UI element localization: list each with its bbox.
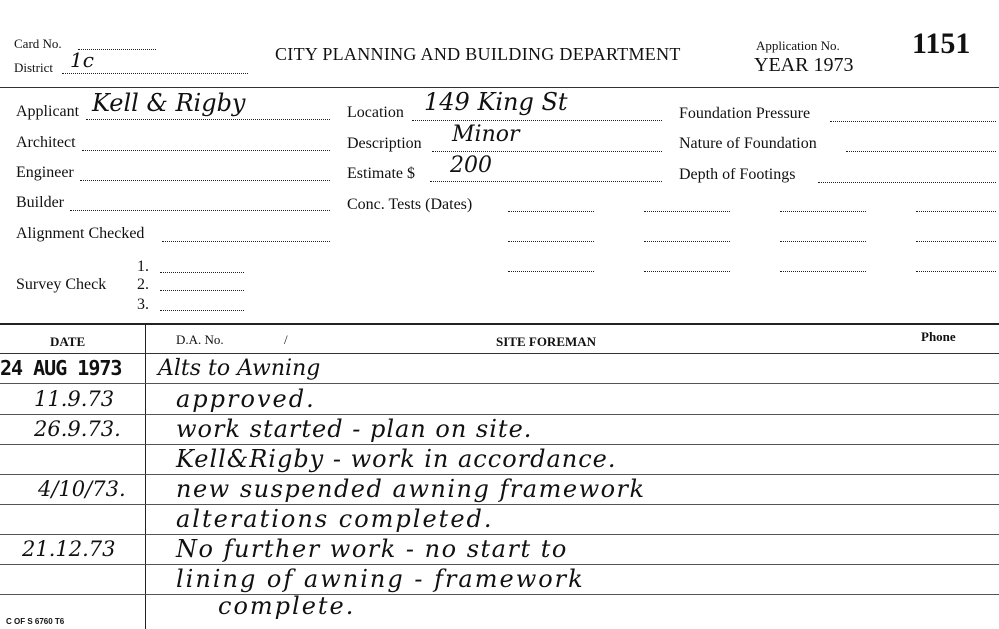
- conc-test-blank: [916, 241, 996, 242]
- log-date-stamp: 24 AUG 1973: [0, 356, 122, 380]
- applicant-label: Applicant: [16, 103, 80, 120]
- conc-test-blank: [508, 241, 594, 242]
- conc-test-blank: [780, 241, 866, 242]
- log-entry-date: 26.9.73.: [34, 417, 121, 441]
- nature-foundation-line: [846, 151, 996, 152]
- survey-number-2: 2.: [137, 276, 149, 293]
- builder-label: Builder: [16, 194, 64, 211]
- foundation-pressure-label: Foundation Pressure: [679, 105, 811, 122]
- log-entry-text: approved.: [176, 385, 316, 413]
- log-entry-text: alterations completed.: [176, 505, 494, 533]
- foundation-pressure-line: [830, 121, 996, 122]
- log-top-border: [0, 323, 999, 325]
- architect-label: Architect: [16, 134, 76, 151]
- nature-foundation-label: Nature of Foundation: [679, 135, 817, 152]
- conc-test-blank: [780, 211, 866, 212]
- survey-label: Survey Check: [16, 276, 107, 293]
- conc-test-blank: [508, 211, 594, 212]
- log-entry-text: No further work - no start to: [176, 535, 568, 563]
- location-label: Location: [347, 104, 404, 121]
- date-header: DATE: [50, 334, 86, 349]
- engineer-line: [80, 180, 330, 181]
- architect-line: [82, 150, 330, 151]
- district-line: [62, 73, 248, 74]
- district-value: 1c: [70, 48, 94, 72]
- survey-line-2: [160, 290, 244, 291]
- log-entry-text: Kell&Rigby - work in accordance.: [176, 445, 617, 473]
- form-code: C OF S 6760 T6: [6, 617, 65, 626]
- description-value: Minor: [452, 122, 520, 147]
- department-title: CITY PLANNING AND BUILDING DEPARTMENT: [275, 44, 681, 64]
- survey-line-1: [160, 272, 244, 273]
- log-entry-text: work started - plan on site.: [176, 415, 533, 443]
- year-label: YEAR 1973: [754, 54, 854, 76]
- site-foreman-header: SITE FOREMAN: [496, 334, 597, 349]
- alignment-line: [162, 241, 330, 242]
- card-no-label: Card No.: [14, 36, 62, 51]
- district-label: District: [14, 60, 53, 75]
- application-number: 1151: [912, 27, 971, 60]
- application-no-label: Application No.: [756, 38, 840, 53]
- conc-test-blank: [916, 271, 996, 272]
- log-entry-text: lining of awning - framework: [176, 565, 585, 593]
- da-no-header: D.A. No.: [176, 332, 224, 347]
- depth-footings-line: [818, 182, 996, 183]
- builder-line: [70, 210, 330, 211]
- log-rule: [0, 594, 999, 595]
- conc-test-blank: [508, 271, 594, 272]
- estimate-line: [430, 181, 662, 182]
- conc-test-blank: [644, 211, 730, 212]
- conc-test-blank: [644, 241, 730, 242]
- applicant-line: [86, 119, 330, 120]
- conc-test-blank: [644, 271, 730, 272]
- engineer-label: Engineer: [16, 164, 74, 181]
- description-label: Description: [347, 135, 422, 152]
- estimate-label: Estimate $: [347, 165, 415, 182]
- log-entry-date: 11.9.73: [34, 387, 115, 411]
- log-entry-text: new suspended awning framework: [176, 475, 646, 503]
- da-no-mark: /: [284, 332, 288, 347]
- phone-header: Phone: [921, 329, 956, 344]
- conc-tests-label: Conc. Tests (Dates): [347, 196, 473, 213]
- log-rule: [0, 504, 999, 505]
- survey-line-3: [160, 310, 244, 311]
- log-entry-date: 4/10/73.: [38, 477, 126, 501]
- survey-number-3: 3.: [137, 296, 149, 313]
- description-line: [432, 151, 662, 152]
- survey-number-1: 1.: [137, 258, 149, 275]
- alignment-label: Alignment Checked: [16, 225, 145, 242]
- log-entry-date: 21.12.73: [22, 537, 116, 561]
- date-column-divider: [145, 324, 146, 629]
- log-rule: [0, 383, 999, 384]
- applicant-value: Kell & Rigby: [92, 89, 246, 117]
- log-entry-text: Alts to Awning: [158, 356, 321, 381]
- estimate-value: 200: [450, 153, 492, 178]
- log-entry-text: complete.: [218, 592, 356, 620]
- location-line: [412, 120, 662, 121]
- log-header-divider: [0, 353, 999, 354]
- depth-footings-label: Depth of Footings: [679, 166, 796, 183]
- location-value: 149 King St: [424, 88, 568, 116]
- conc-test-blank: [916, 211, 996, 212]
- conc-test-blank: [780, 271, 866, 272]
